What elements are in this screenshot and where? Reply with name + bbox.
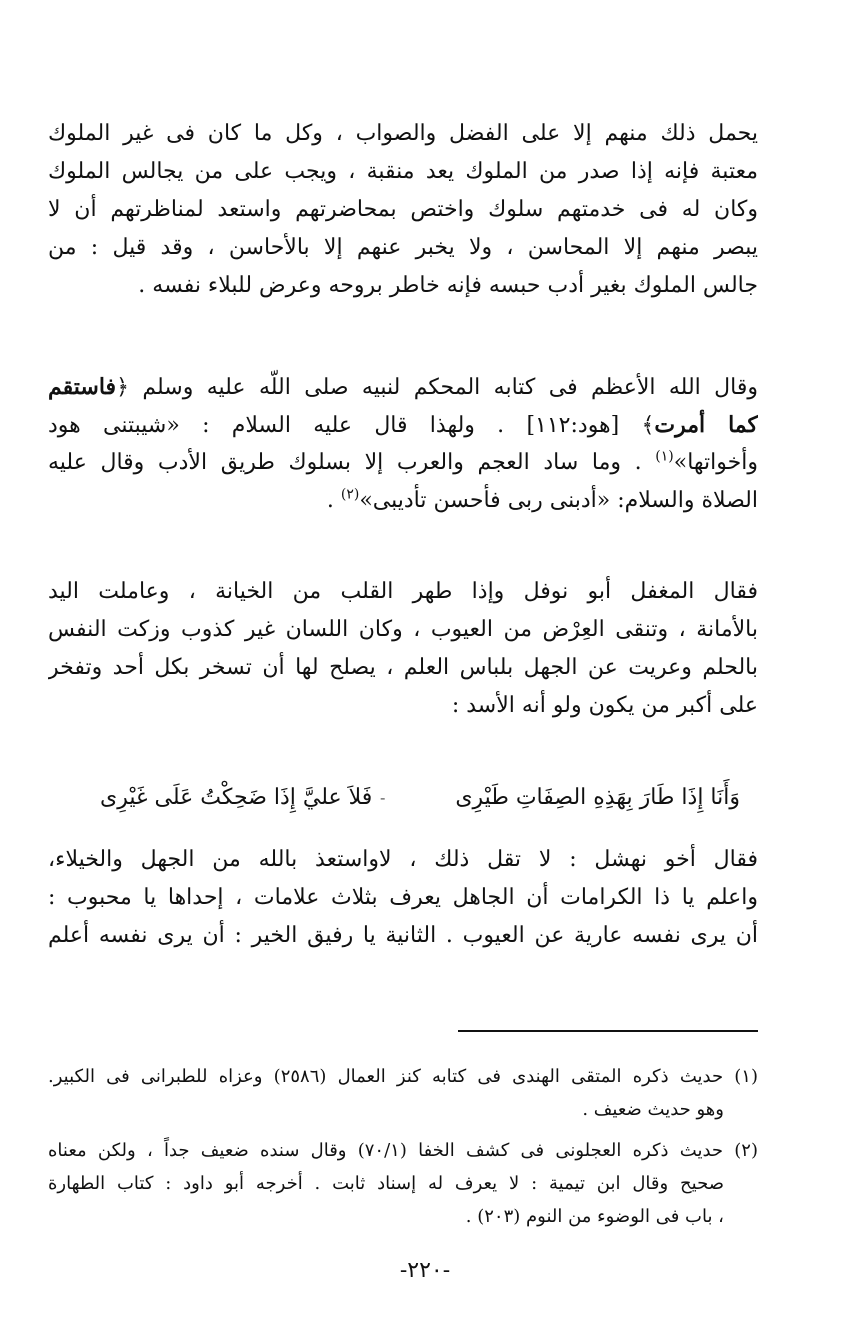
text-line: بالأمانة ، وتنقى العِرْض من العيوب ، وكان اللسان غير كذوب وزكت النفس [48,617,758,642]
text-line: أن يرى نفسه عارية عن العيوب . الثانية يا رفيق الخير : أن يرى نفسه أعلم [48,923,758,948]
footnote-marker[interactable]: (٢) [340,486,360,503]
text-line: معتبة فإنه إذا صدر من الملوك يعد منقبة ، ويجب على من يجالس الملوك [48,159,758,184]
footnote-line: صحيح وقال ابن تيمية : لا يعرف له إسناد ثابت . أخرجه أبو داود : كتاب الطهارة [48,1173,724,1194]
poem-verse [100,778,740,818]
text-line: واعلم يا ذا الكرامات أن الجاهل يعرف بثلاث علامات ، إحداها يا محبوب : [48,885,758,910]
paragraph-1 [48,115,758,305]
text-line [48,406,758,444]
footnote-2 [48,1134,758,1233]
paragraph-3 [48,573,758,725]
footnote-line: وهو حديث ضعيف . [582,1099,724,1120]
text-span: . وما ساد العجم والعرب إلا بسلوك طريق الأدب وقال عليه [48,450,642,475]
poem-second-hemistich: فَلاَ عليَّ إِذَا ضَحِكْتُ عَلَى غَيْرِى [100,785,373,810]
text-line: يبصر منهم إلا المحاسن ، ولا يخبر عنهم إلا بالأحاسن ، وقد قيل : من [48,235,758,260]
text-line: جالس الملوك بغير أدب حبسه فإنه خاطر بروحه وعرض للبلاء نفسه . [138,273,758,298]
text-line [48,482,758,520]
footnote-line: ، باب فى الوضوء من النوم (٢٠٣) . [465,1206,724,1227]
quran-quote: فاستقم [48,374,117,400]
page-number: -٢٢٠- [399,1258,451,1283]
quran-quote: كما أمرت [654,412,758,438]
paragraph-4 [48,841,758,955]
text-span: وقال الله الأعظم فى كتابه المحكم لنبيه صلى اللّه عليه وسلم ﴿ [116,375,758,400]
text-line: يحمل ذلك منهم إلا على الفضل والصواب ، وكل ما كان فى غير الملوك [48,121,758,146]
text-line: فقال أخو نهشل : لا تقل ذلك ، لاواستعذ بالله من الجهل والخيلاء، [48,847,758,872]
text-span: وأخواتها» [673,450,758,475]
text-line: على أكبر من يكون ولو أنه الأسد : [451,693,758,718]
footnote-marker[interactable]: (١) [655,448,674,465]
text-span: الصلاة والسلام: «أدبنى ربى فأحسن تأديبى» [359,488,758,513]
text-line [48,368,758,406]
poem-first-hemistich: وَأَنَا إِذَا طَارَ بِهَذِهِ الصِفَاتِ طَيْرِى [455,785,740,810]
footnote-line: (٢) حديث ذكره العجلونى فى كشف الخفا (٧٠/١) وقال سنده ضعيف جداً ، ولكن معناه [48,1140,758,1161]
text-line: وكان له فى خدمتهم سلوك واختص بمحاضرتهم واستعد لمناظرتهم أن لا [48,197,758,222]
text-span: . [326,488,334,513]
text-span: ﴾ [هود:١١٢] . ولهذا قال عليه السلام : «شيبتنى هود [48,413,655,438]
verse-separator: - [380,788,386,807]
text-line: بالحلم وعريت عن الجهل بلباس العلم ، يصلح لها أن تسخر بكل أحد وتفخر [48,655,758,680]
text-line [48,444,758,482]
footnote-1 [48,1060,758,1126]
footnote-line: (١) حديث ذكره المتقى الهندى فى كتابه كنز العمال (٢٥٨٦) وعزاه للطبرانى فى الكبير. [48,1066,758,1087]
paragraph-2 [48,368,758,520]
footnote-divider [458,1030,758,1032]
text-line: فقال المغفل أبو نوفل وإذا طهر القلب من الخيانة ، وعاملت اليد [48,579,758,604]
